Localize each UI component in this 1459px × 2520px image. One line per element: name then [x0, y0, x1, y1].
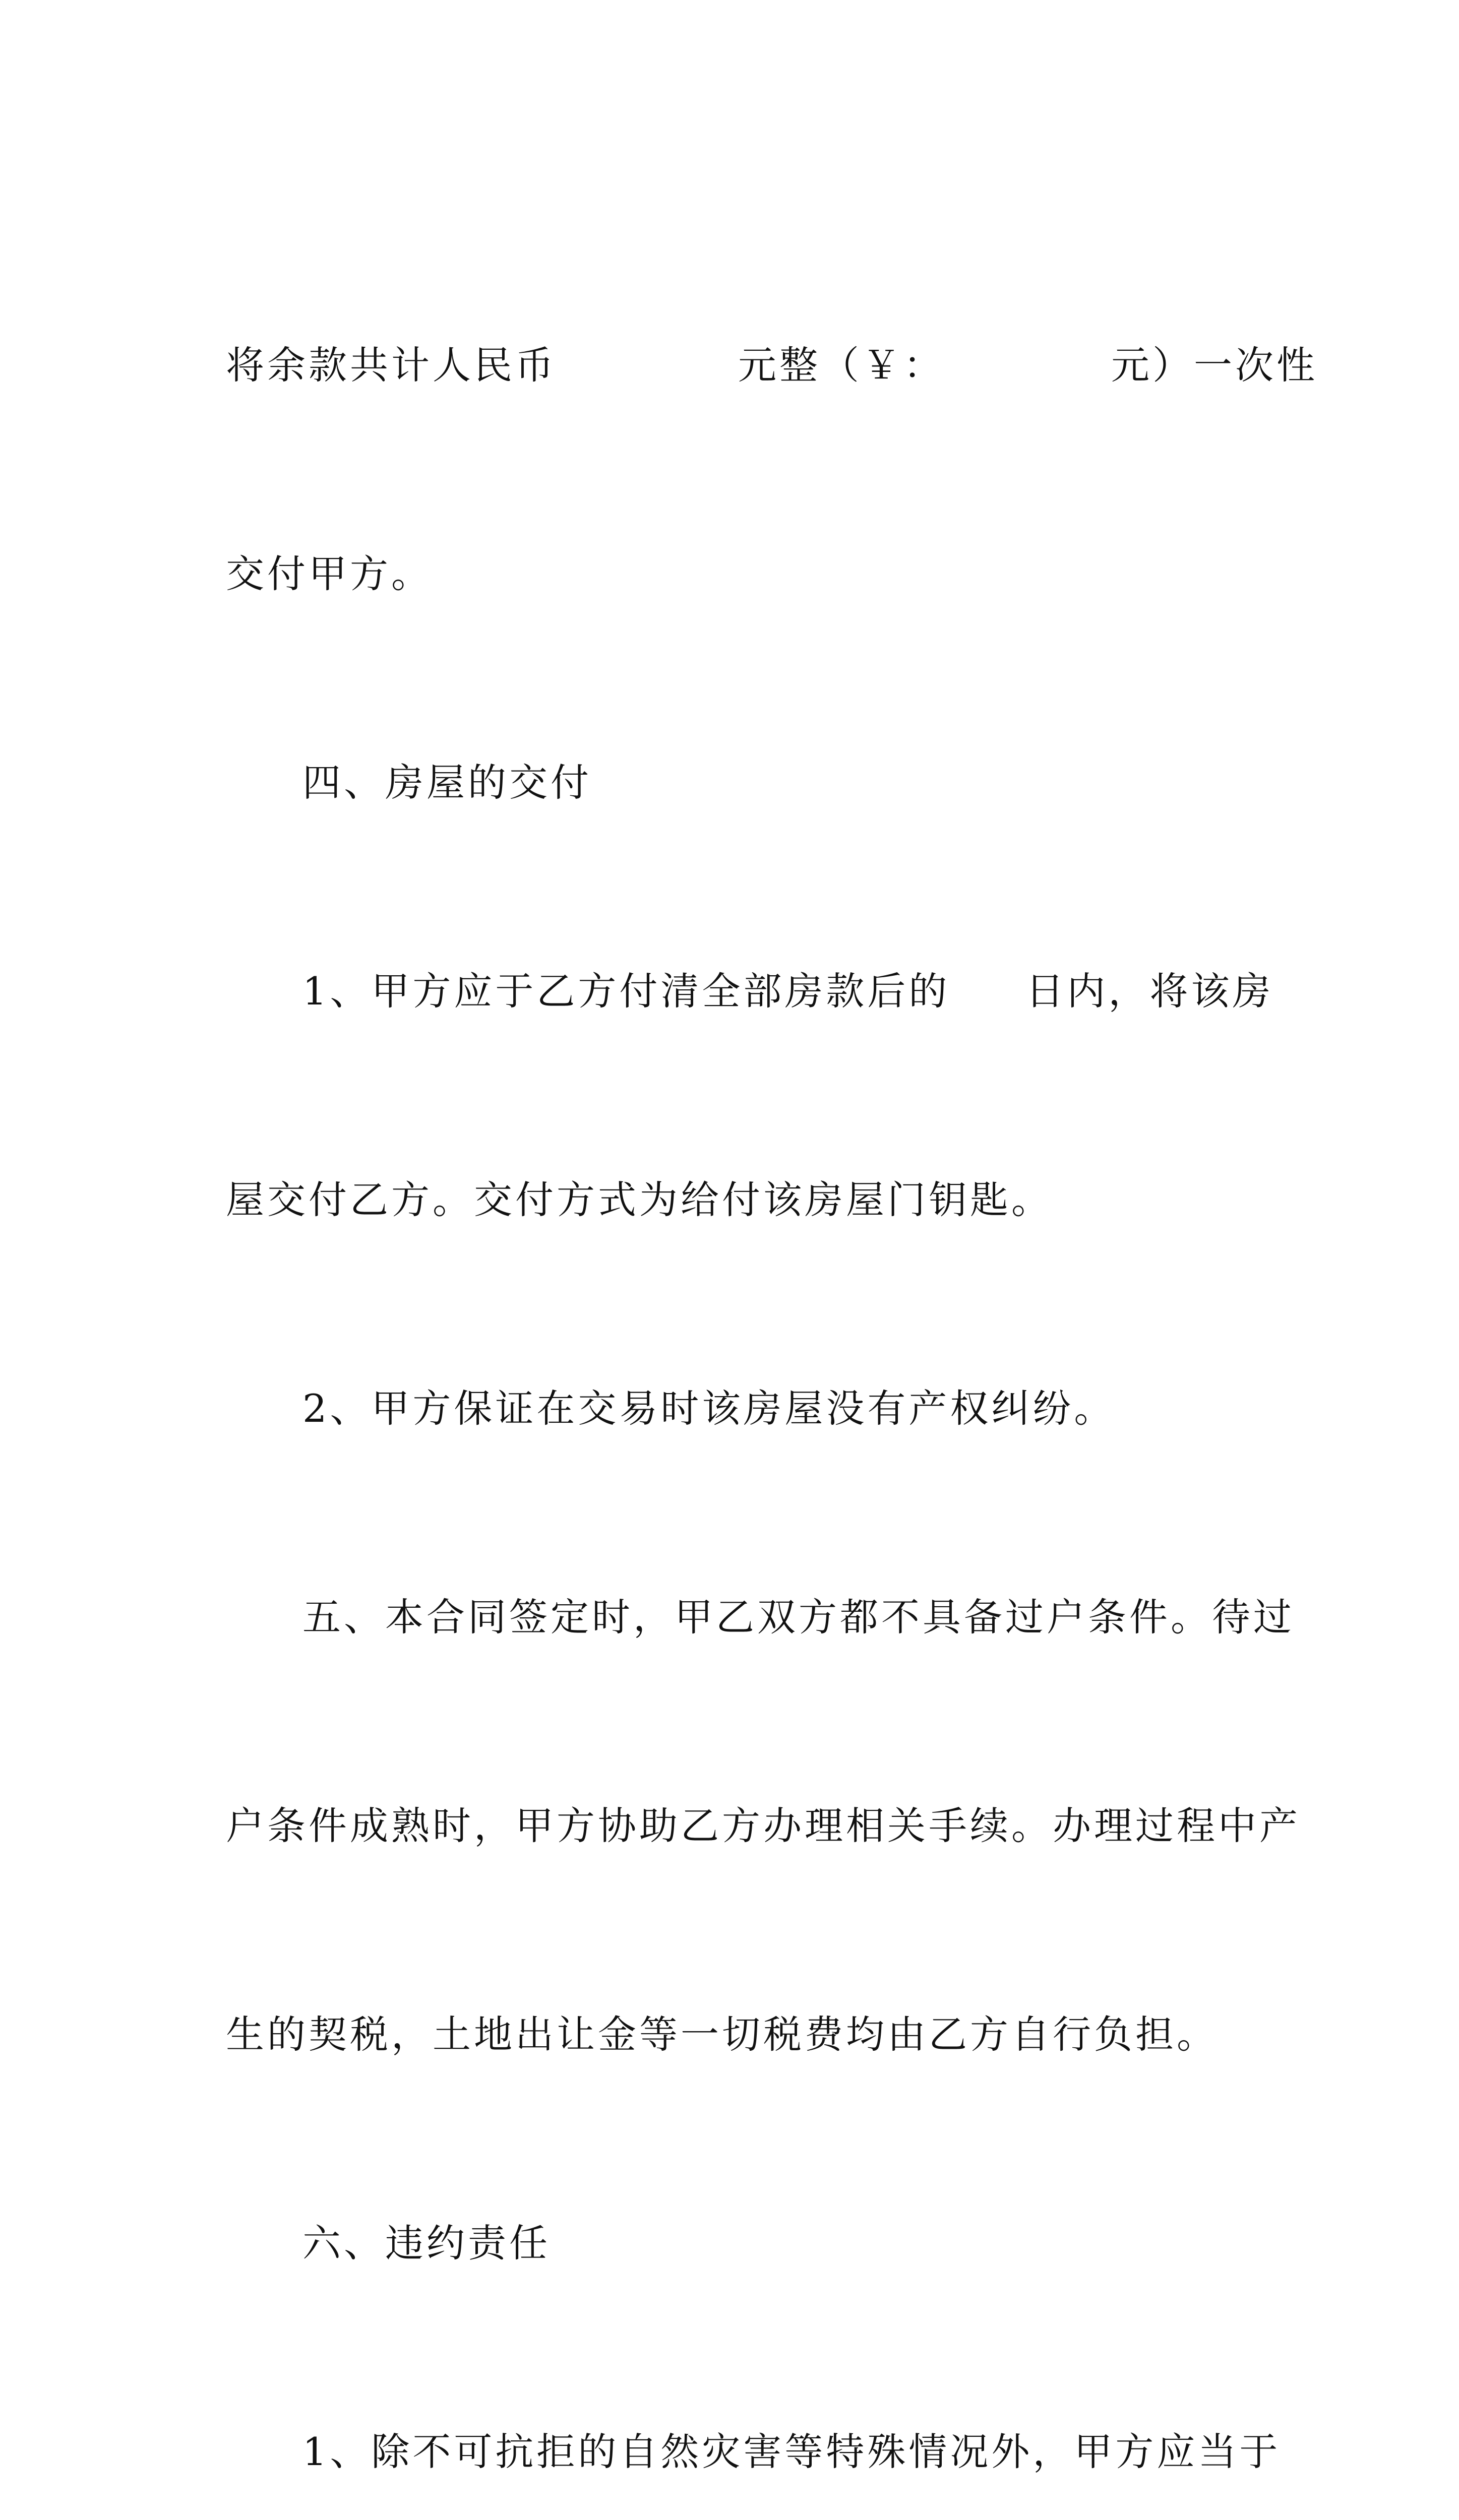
document-page [226, 192, 1318, 2520]
text-line: 屋交付乙方。交付方式为给付该房屋门钥匙。 [226, 1177, 1053, 1222]
contract-body [226, 192, 1318, 2520]
text-line: 交付甲方。 [226, 551, 433, 596]
text-line: 生的契税，土地出让金等一切税费均由乙方自行负担。 [226, 2012, 1218, 2057]
section-heading-breach: 六、违约责任 [302, 2221, 551, 2265]
text-line: 2、甲方保证在交易时该房屋没有产权纠纷。 [302, 1386, 1116, 1431]
line-balance-payment [226, 331, 1318, 400]
text-segment: 将余款共计人民币 [226, 343, 557, 388]
text-segment: 日内，将该房 [1025, 969, 1274, 1014]
text-segment: 元）一次性 [1111, 343, 1318, 388]
section-heading-transfer: 五、本合同签定时，甲乙双方都不具备过户条件。待过 [302, 1595, 1295, 1640]
text-segment: 1、甲方应于乙方付清全部房款后的 [302, 969, 950, 1014]
line-delivery-days [226, 957, 1274, 1026]
text-line: 1、除不可抗拒的自然灾害等特殊情况外，甲方应当于 [302, 2429, 1281, 2474]
text-line: 户条件成熟时，甲方协助乙方办理相关手续。办理过程中产 [226, 1803, 1301, 1848]
text-segment: 元整（￥： [738, 343, 945, 388]
section-heading-delivery: 四、房屋的交付 [302, 760, 592, 805]
